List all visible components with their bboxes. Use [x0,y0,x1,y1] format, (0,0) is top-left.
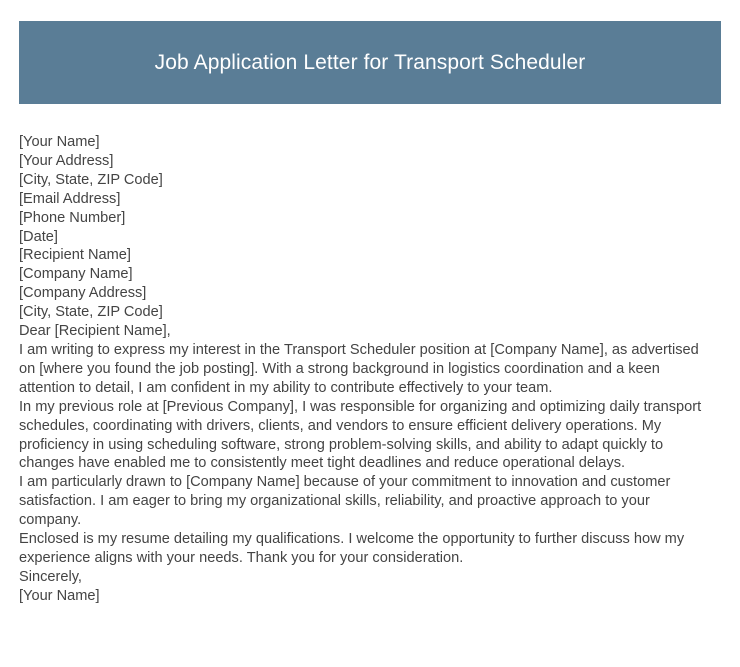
body-paragraph-4: Enclosed is my resume detailing my qualifications. I welcome the opportunity to further discuss how my experience aligns with your needs. Thank you for your consideration. [19,531,685,566]
letter-body [19,133,715,606]
sender-line-city: [City, State, ZIP Code] [19,171,163,188]
sender-line-address: [Your Address] [19,152,114,169]
sender-address-block [19,133,715,246]
recipient-line-city: [City, State, ZIP Code] [19,304,163,321]
body-paragraph-1: I am writing to express my interest in the Transport Scheduler position at [Company Name], as advertised on [where you found the job posting]. With a strong background in logistics coordination and a keen attention to detail, I am confident in my ability to contribute effectively to your team. [19,341,699,396]
recipient-address-block [19,246,715,322]
body-paragraph-3: I am particularly drawn to [Company Name] because of your commitment to innovation and customer satisfaction. I am eager to bring my organizational skills, reliability, and proactive approach to your company. [19,474,671,529]
signature-line: [Your Name] [19,587,100,604]
sender-line-date: [Date] [19,228,58,245]
recipient-line-company: [Company Name] [19,266,133,283]
sender-line-name: [Your Name] [19,134,100,150]
recipient-line-address: [Company Address] [19,285,147,302]
sender-line-email: [Email Address] [19,190,121,207]
document-header-banner [19,21,721,104]
sender-line-phone: [Phone Number] [19,209,126,226]
salutation: Dear [Recipient Name], [19,323,171,340]
body-paragraph-2: In my previous role at [Previous Company], I was responsible for organizing and optimizing daily transport schedules, coordinating with drivers, clients, and vendors to ensure efficient delivery operations. My proficiency in using scheduling software, strong problem-solving skills, and ability to adapt quickly to changes have enabled me to consistently meet tight deadlines and reduce operational delays. [19,398,702,472]
recipient-line-name: [Recipient Name] [19,247,131,264]
page-title: Job Application Letter for Transport Scheduler [154,50,586,74]
closing-line: Sincerely, [19,568,82,585]
